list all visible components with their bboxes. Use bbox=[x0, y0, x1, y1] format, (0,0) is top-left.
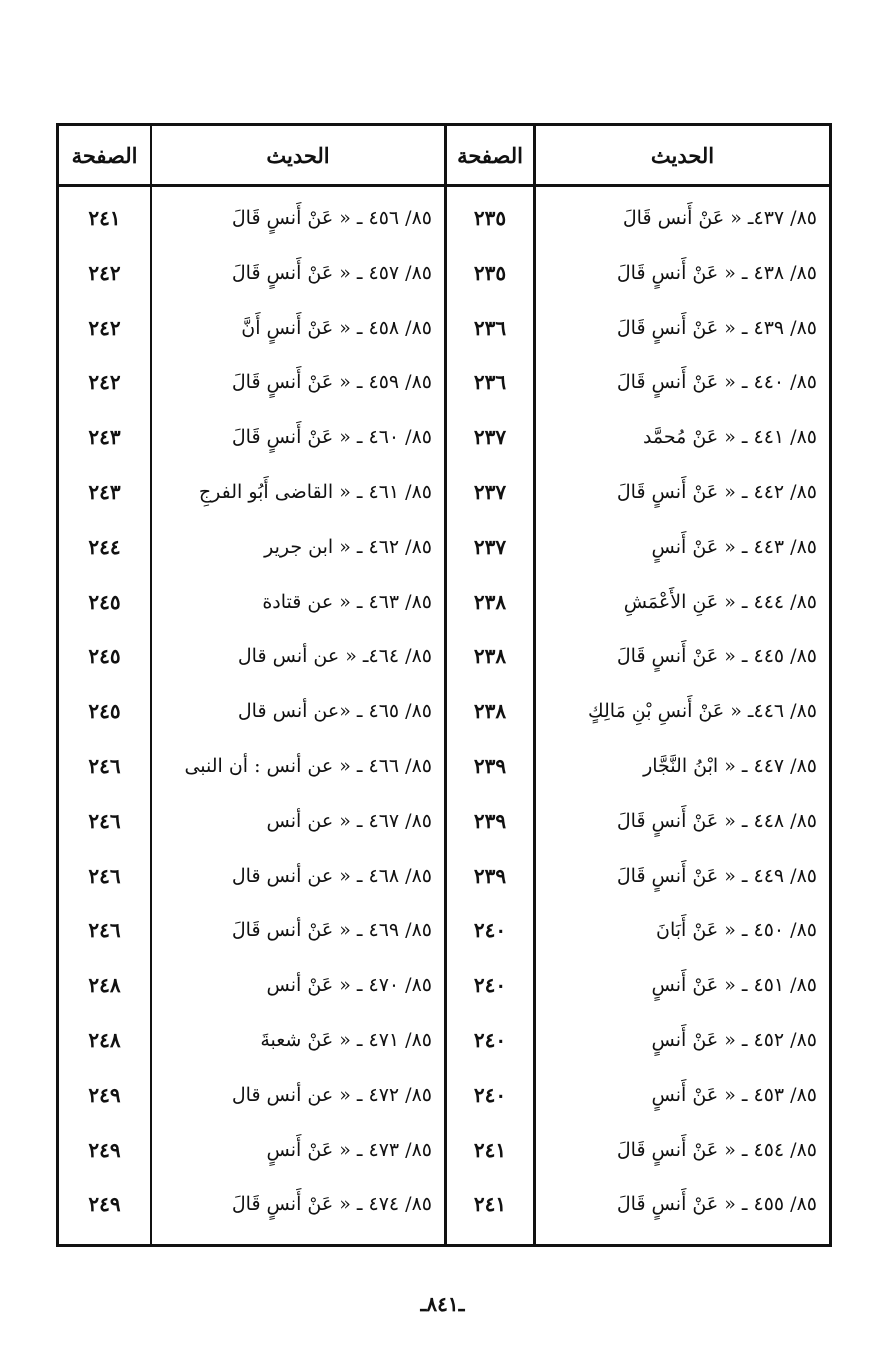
left-page-number: ٢٤٦ bbox=[88, 918, 121, 942]
left-hadith-entry: ٨٥/ ٤٦٤ـ « عن أنس قال bbox=[237, 645, 432, 667]
left-page-number: ٢٤٢ bbox=[88, 316, 121, 340]
left-page-number: ٢٤٣ bbox=[88, 425, 121, 449]
left-page-number: ٢٤٢ bbox=[88, 261, 121, 285]
right-page-number: ٢٤٠ bbox=[473, 918, 507, 942]
right-page-number: ٢٤١ bbox=[473, 1192, 507, 1216]
right-hadith-entry: ٨٥/ ٤٤٦ـ « عَنْ أَنسِ بْنِ مَالِكٍ bbox=[588, 700, 817, 722]
left-page-number: ٢٤٦ bbox=[88, 754, 121, 778]
right-hadith-entry: ٨٥/ ٤٥٢ ـ « عَنْ أَنسٍ bbox=[651, 1029, 817, 1051]
left-page-number: ٢٤٩ bbox=[88, 1083, 121, 1107]
right-page-number: ٢٣٥ bbox=[473, 206, 507, 230]
right-hadith-entry: ٨٥/ ٤٣٩ ـ « عَنْ أَنسٍ قَالَ bbox=[616, 317, 817, 339]
left-hadith-entry: ٨٥/ ٤٥٩ ـ « عَنْ أَنسٍ قَالَ bbox=[231, 371, 432, 393]
left-hadith-entry: ٨٥/ ٤٧٤ ـ « عَنْ أَنسٍ قَالَ bbox=[231, 1193, 432, 1215]
right-page-number: ٢٣٨ bbox=[473, 644, 507, 668]
left-hadith-entry: ٨٥/ ٤٦٥ ـ «عن أنس قال bbox=[237, 700, 432, 722]
header-right-hadith: الحديث bbox=[650, 142, 715, 168]
right-page-number: ٢٣٩ bbox=[473, 809, 507, 833]
left-hadith-entry: ٨٥/ ٤٧١ ـ « عَنْ شعبةَ bbox=[260, 1029, 432, 1051]
right-hadith-entry: ٨٥/ ٤٣٨ ـ « عَنْ أَنسٍ قَالَ bbox=[616, 262, 817, 284]
right-hadith-entry: ٨٥/ ٤٥٥ ـ « عَنْ أَنسٍ قَالَ bbox=[616, 1193, 817, 1215]
left-page-number: ٢٤٩ bbox=[88, 1138, 121, 1162]
left-page-number: ٢٤٨ bbox=[88, 1028, 121, 1052]
right-page-number: ٢٤٠ bbox=[473, 973, 507, 997]
right-hadith-entry: ٨٥/ ٤٥٠ ـ « عَنْ أَبَانَ bbox=[656, 919, 817, 941]
right-hadith-entry: ٨٥/ ٤٤١ ـ « عَنْ مُحمَّد bbox=[642, 426, 817, 448]
left-page-number: ٢٤٨ bbox=[88, 973, 121, 997]
left-page-number: ٢٤٩ bbox=[88, 1192, 121, 1216]
left-page-number: ٢٤٥ bbox=[88, 699, 121, 723]
right-hadith-entry: ٨٥/ ٤٤٩ ـ « عَنْ أَنسٍ قَالَ bbox=[616, 865, 817, 887]
left-hadith-entry: ٨٥/ ٤٦٨ ـ « عن أنس قال bbox=[231, 865, 432, 887]
left-hadith-entry: ٨٥/ ٤٦٠ ـ « عَنْ أَنسٍ قَالَ bbox=[231, 426, 432, 448]
header-left-page: الصفحة bbox=[71, 142, 138, 168]
page-number: ـ٨٤١ـ bbox=[420, 1292, 465, 1316]
left-hadith-entry: ٨٥/ ٤٦٧ ـ « عن أنس bbox=[266, 810, 432, 832]
hadith-index-table bbox=[56, 123, 832, 1247]
left-page-number: ٢٤٤ bbox=[88, 535, 121, 559]
left-page-number: ٢٤٥ bbox=[88, 590, 121, 614]
right-page-number: ٢٤٠ bbox=[473, 1028, 507, 1052]
right-page-number: ٢٣٧ bbox=[473, 425, 507, 449]
left-hadith-entry: ٨٥/ ٤٥٧ ـ « عَنْ أَنسٍ قَالَ bbox=[231, 262, 432, 284]
right-page-number: ٢٣٧ bbox=[473, 535, 507, 559]
left-hadith-entry: ٨٥/ ٤٧٣ ـ « عَنْ أَنسٍ bbox=[266, 1139, 432, 1161]
left-hadith-entry: ٨٥/ ٤٦٣ ـ « عن قتادة bbox=[262, 591, 432, 613]
right-page-number: ٢٣٧ bbox=[473, 480, 507, 504]
right-hadith-entry: ٨٥/ ٤٤٨ ـ « عَنْ أَنسٍ قَالَ bbox=[616, 810, 817, 832]
left-hadith-entry: ٨٥/ ٤٧٠ ـ « عَنْ أنس bbox=[266, 974, 432, 996]
right-hadith-entry: ٨٥/ ٤٤٤ ـ « عَنِ الأَعْمَشِ bbox=[623, 591, 817, 613]
right-page-number: ٢٤١ bbox=[473, 1138, 507, 1162]
right-page-number: ٢٣٨ bbox=[473, 590, 507, 614]
left-page-number: ٢٤٣ bbox=[88, 480, 121, 504]
left-hadith-entry: ٨٥/ ٤٧٢ ـ « عن أنس قال bbox=[231, 1084, 432, 1106]
right-hadith-entry: ٨٥/ ٤٤٧ ـ « ابْنُ النَّجَّار bbox=[643, 755, 817, 777]
left-hadith-entry: ٨٥/ ٤٥٦ ـ « عَنْ أَنسٍ قَالَ bbox=[231, 207, 432, 229]
right-page-number: ٢٣٦ bbox=[473, 370, 507, 394]
left-hadith-entry: ٨٥/ ٤٦٦ ـ « عن أنس : أن النبى bbox=[184, 755, 432, 777]
right-page-number: ٢٣٨ bbox=[473, 699, 507, 723]
right-page-number: ٢٣٦ bbox=[473, 316, 507, 340]
left-hadith-entry: ٨٥/ ٤٦٢ ـ « ابن جرير bbox=[264, 536, 432, 558]
left-hadith-entry: ٨٥/ ٤٥٨ ـ « عَنْ أَنسٍ أَنَّ bbox=[241, 317, 432, 339]
left-page-number: ٢٤٢ bbox=[88, 370, 121, 394]
left-page-number: ٢٤٦ bbox=[88, 809, 121, 833]
left-hadith-entry: ٨٥/ ٤٦٩ ـ « عَنْ أنس قَالَ bbox=[231, 919, 432, 941]
right-hadith-entry: ٨٥/ ٤٤٠ ـ « عَنْ أَنسٍ قَالَ bbox=[616, 371, 817, 393]
left-page-number: ٢٤١ bbox=[88, 206, 121, 230]
right-page-number: ٢٣٩ bbox=[473, 864, 507, 888]
right-hadith-entry: ٨٥/ ٤٤٣ ـ « عَنْ أَنسٍ bbox=[651, 536, 817, 558]
header-right-page: الصفحة bbox=[457, 142, 523, 168]
header-left-hadith: الحديث bbox=[266, 142, 330, 168]
right-hadith-entry: ٨٥/ ٤٥١ ـ « عَنْ أَنسٍ bbox=[651, 974, 817, 996]
right-hadith-entry: ٨٥/ ٤٣٧ـ « عَنْ أَنس قَالَ bbox=[622, 207, 817, 229]
right-hadith-entry: ٨٥/ ٤٤٥ ـ « عَنْ أَنسٍ قَالَ bbox=[616, 645, 817, 667]
left-hadith-entry: ٨٥/ ٤٦١ ـ « القاضى أَبُو الفرجِ bbox=[198, 481, 432, 503]
right-hadith-entry: ٨٥/ ٤٥٤ ـ « عَنْ أَنسٍ قَالَ bbox=[616, 1139, 817, 1161]
right-page-number: ٢٣٩ bbox=[473, 754, 507, 778]
header-divider bbox=[59, 184, 829, 187]
left-page-number: ٢٤٥ bbox=[88, 644, 121, 668]
right-page-number: ٢٤٠ bbox=[473, 1083, 507, 1107]
left-page-number: ٢٤٦ bbox=[88, 864, 121, 888]
right-hadith-entry: ٨٥/ ٤٤٢ ـ « عَنْ أَنسٍ قَالَ bbox=[616, 481, 817, 503]
right-page-number: ٢٣٥ bbox=[473, 261, 507, 285]
right-hadith-entry: ٨٥/ ٤٥٣ ـ « عَنْ أَنسٍ bbox=[651, 1084, 817, 1106]
